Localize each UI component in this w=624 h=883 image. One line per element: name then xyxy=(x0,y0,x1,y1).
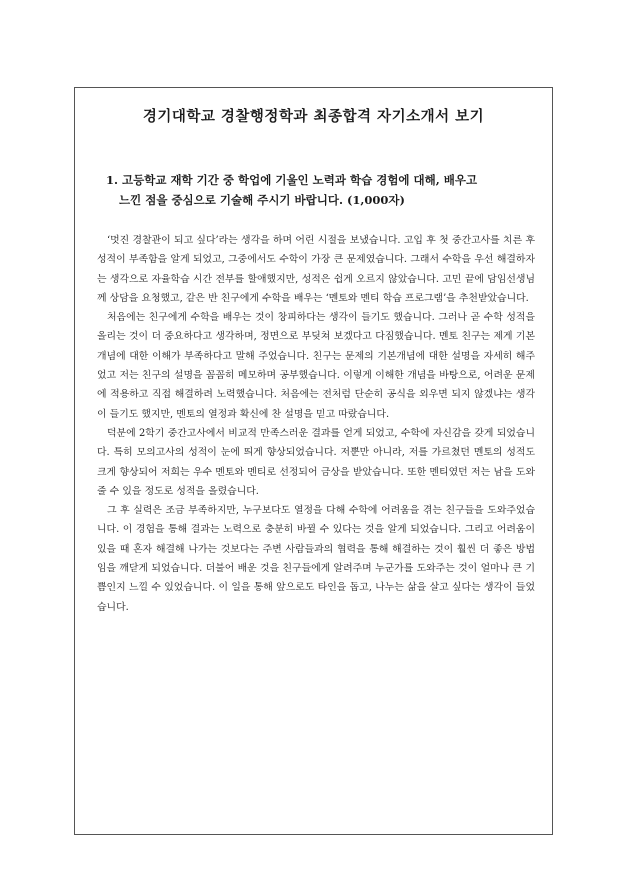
answer-paragraph-1: ‘멋진 경찰관이 되고 싶다’라는 생각을 하며 어린 시절을 보냈습니다. 고입 후 첫 중간고사를 치른 후 성적이 부족함을 알게 되었고, 그중에서도 수학이 가장 큰 문제였습니다. 그래서 수학을 우선 해결하자는 생각으로 자율학습 시간 전부를 할애했지만, 성적은 쉽게 오르지 않았습니다. 고민 끝에 담임선생님께 상담을 요청했고, 같은 반 친구에게 수학을 배우는 ‘멘토와 멘티 학습 프로그램’을 추천받았습니다. xyxy=(97,235,535,304)
document-frame xyxy=(74,87,553,835)
document-title: 경기대학교 경찰행정학과 최종합격 자기소개서 보기 xyxy=(142,108,485,125)
answer-paragraph-2: 처음에는 친구에게 수학을 배우는 것이 창피하다는 생각이 들기도 했습니다. 그러나 곧 수학 성적을 올리는 것이 더 중요하다고 생각하며, 정면으로 부딪쳐 보겠다고 다짐했습니다. 멘토 친구는 제게 기본개념에 대한 이해가 부족하다고 말해 주었습니다. 친구는 문제의 기본개념에 대한 설명을 자세히 해주었고 저는 친구의 설명을 꼼꼼히 메모하며 공부했습니다. 이렇게 이해한 개념을 바탕으로, 어려운 문제에 적용하고 직접 해결하려 노력했습니다. 처음에는 전처럼 단순히 공식을 외우면 되지 않겠냐는 생각이 들기도 했지만, 멘토의 열정과 확신에 찬 설명을 믿고 따랐습니다. xyxy=(97,312,535,420)
answer-paragraph-3: 덕분에 2학기 중간고사에서 비교적 만족스러운 결과를 얻게 되었고, 수학에 자신감을 갖게 되었습니다. 특히 모의고사의 성적이 눈에 띄게 향상되었습니다. 저뿐만 아니라, 저를 가르쳤던 멘토의 성적도 크게 향상되어 저희는 우수 멘토와 멘티로 선정되어 금상을 받았습니다. 또한 멘티였던 저는 남을 도와줄 수 있을 정도로 성적을 올렸습니다. xyxy=(97,427,535,497)
question-line-2: 느낀 점을 중심으로 기술해 주시기 바랍니다. (1,000자) xyxy=(119,193,405,207)
question-prompt xyxy=(106,170,534,210)
answer-body xyxy=(97,231,535,617)
question-line-1: 1. 고등학교 재학 기간 중 학업에 기울인 노력과 학습 경험에 대해, 배우고 xyxy=(106,173,478,187)
answer-paragraph-4: 그 후 실력은 조금 부족하지만, 누구보다도 열정을 다해 수학에 어려움을 겪는 친구들을 도와주었습니다. 이 경험을 통해 결과는 노력으로 충분히 바뀔 수 있다는 것을 알게 되었습니다. 그리고 어려움이 있을 때 혼자 해결해 나가는 것보다는 주변 사람들과의 협력을 통해 해결하는 것이 훨씬 더 좋은 방법임을 깨닫게 되었습니다. 더불어 배운 것을 친구들에게 알려주며 누군가를 도와주는 것이 얼마나 큰 기쁨인지 느낄 수 있었습니다. 이 일을 통해 앞으로도 타인을 돕고, 나누는 삶을 살고 싶다는 생각이 들었습니다. xyxy=(97,505,535,613)
